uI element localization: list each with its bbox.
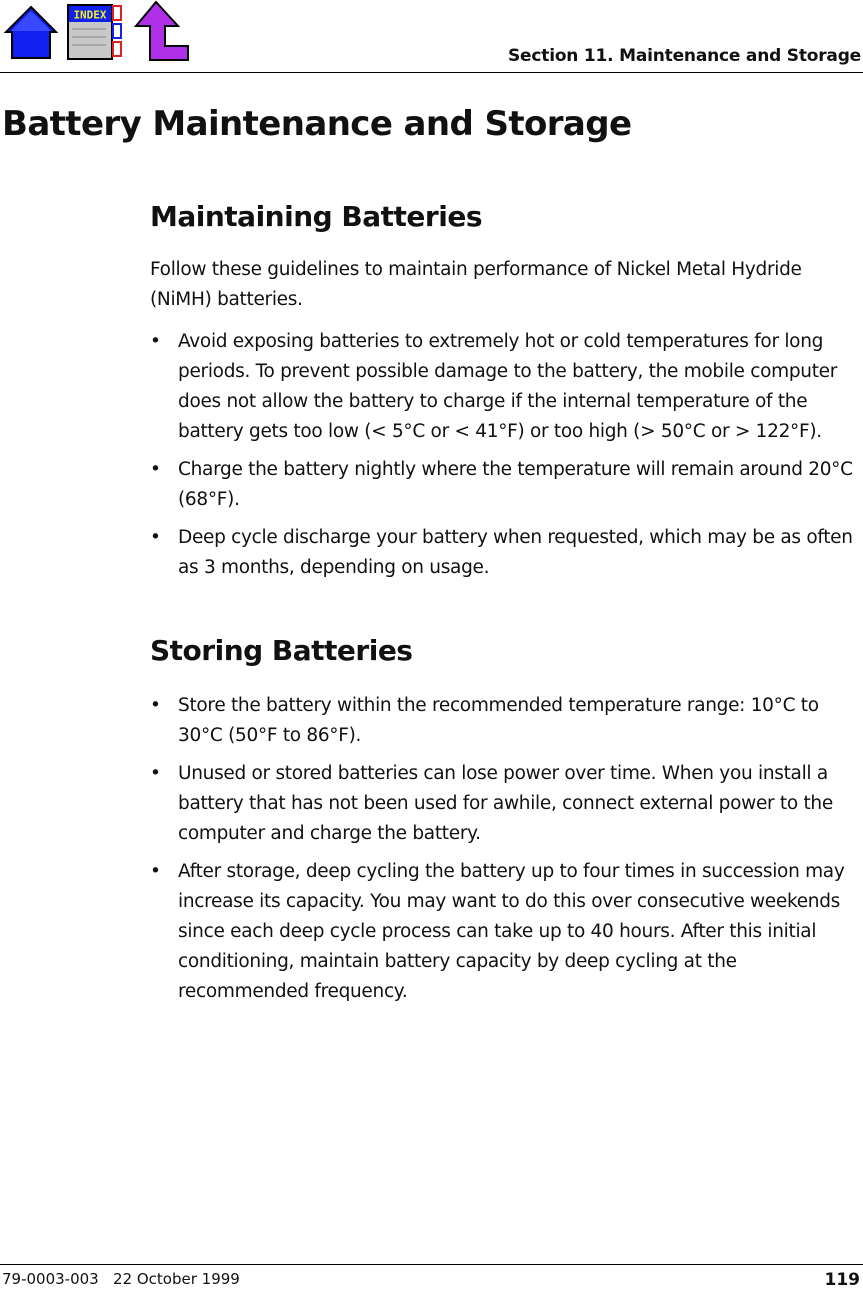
bullet-glyph: • [150,861,161,882]
index-icon[interactable] [66,3,124,61]
intro-paragraph: Follow these guidelines to maintain performance of Nickel Metal Hydride (NiMH) batteries. [150,259,802,310]
back-arrow-icon-graphic [132,0,190,62]
page-title: Battery Maintenance and Storage [2,104,632,144]
running-header: Section 11. Maintenance and Storage [508,46,861,66]
header-divider [0,72,863,73]
list-item-text: Deep cycle discharge your battery when requested, which may be as often as 3 months, depending on usage. [178,527,853,578]
index-icon-graphic [66,3,124,61]
list-item [150,691,863,751]
bullet-glyph: • [150,695,161,716]
list-item [150,455,863,515]
footer-divider [0,1264,863,1265]
list-item [150,759,863,849]
list-item-text: Unused or stored batteries can lose power over time. When you install a battery that has not been used for awhile, connect external power to the computer and charge the battery. [178,763,833,844]
back-arrow-icon[interactable] [132,0,190,62]
bullet-glyph: • [150,763,161,784]
footer-document-id: 79-0003-003 22 October 1999 [2,1270,240,1288]
home-icon-graphic [4,4,58,60]
list-item [150,857,863,1007]
bullet-glyph: • [150,331,161,352]
storing-batteries-heading: Storing Batteries [150,634,413,667]
bullet-glyph: • [150,459,161,480]
page-number: 119 [824,1270,860,1290]
list-item-text: After storage, deep cycling the battery up to four times in succession may increase its capacity. You may want to do this over consecutive weekends since each deep cycle process can take up to 40 hours. After this initial conditioning, maintain battery capacity by deep cycling at the recommended frequency. [178,861,845,1002]
list-item [150,523,863,583]
index-icon-label: INDEX [73,8,107,22]
list-item-text: Store the battery within the recommended temperature range: 10°C to 30°C (50°F to 86°F). [178,695,819,746]
maintaining-bullet-list [150,327,863,591]
list-item [150,327,863,447]
bullet-glyph: • [150,527,161,548]
list-item-text: Avoid exposing batteries to extremely hot or cold temperatures for long periods. To prevent possible damage to the battery, the mobile computer does not allow the battery to charge if the internal temperature of the battery gets too low (< 5°C or < 41°F) or too high (> 50°C or > 122°F). [178,331,838,442]
home-icon[interactable] [4,4,58,60]
maintaining-batteries-heading: Maintaining Batteries [150,200,482,233]
storing-bullet-list [150,691,863,1015]
list-item-text: Charge the battery nightly where the temperature will remain around 20°C (68°F). [178,459,853,510]
